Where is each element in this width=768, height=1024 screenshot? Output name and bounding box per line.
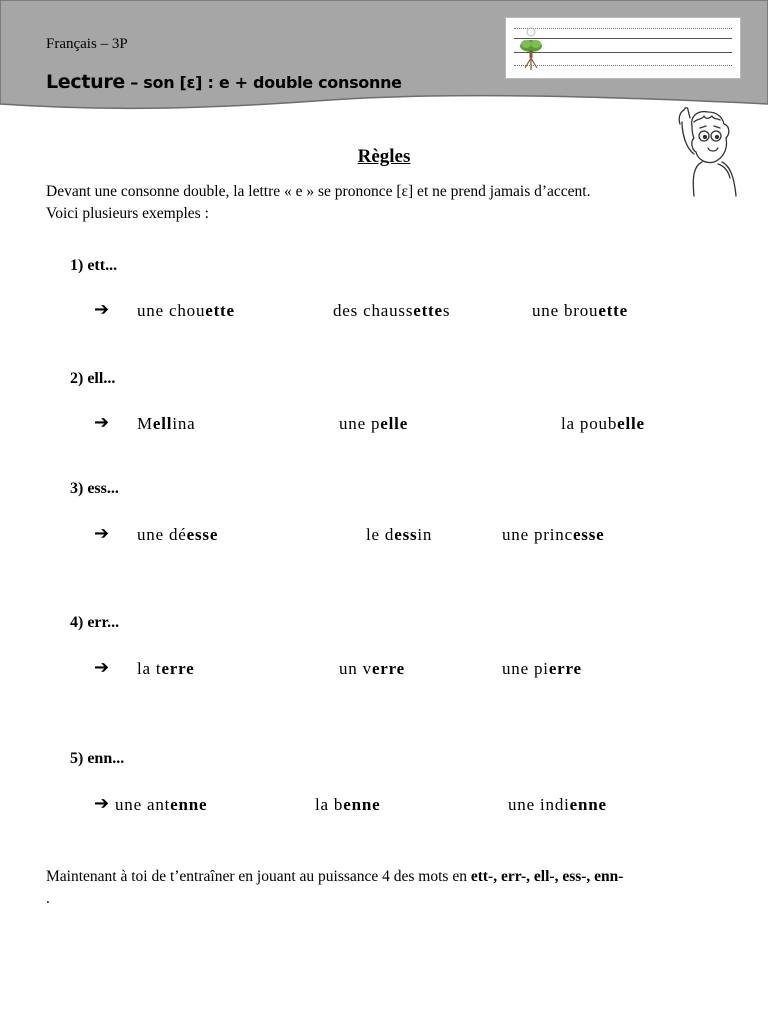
example-word: une antenne <box>115 795 208 814</box>
example-word: une princesse <box>502 525 605 544</box>
dotted-line <box>514 65 732 66</box>
section-label-err: 4) err... <box>70 614 120 631</box>
lesson-label: Lecture <box>46 71 126 93</box>
lesson-subtitle: – son [ɛ] : e + double consonne <box>125 73 402 92</box>
example-word: la poubelle <box>561 414 645 433</box>
example-word: une indienne <box>508 795 607 814</box>
example-word: une déesse <box>137 525 219 544</box>
footer-instruction <box>46 866 726 910</box>
footer-suffix-list: ett-, err-, ell-, ess-, enn- <box>470 868 624 885</box>
example-word: la terre <box>137 659 195 678</box>
example-word: le dessin <box>366 525 433 544</box>
lesson-title <box>46 71 402 93</box>
example-word: une chouette <box>137 301 235 320</box>
example-word: des chaussettes <box>333 301 451 320</box>
section-label-enn: 5) enn... <box>70 750 125 767</box>
right-arrow-icon: ➔ <box>94 793 110 814</box>
example-word: Mellina <box>137 414 196 433</box>
writing-line <box>514 38 732 39</box>
intro-line-2: Voici plusieurs exemples : <box>46 205 209 222</box>
section-label-ess: 3) ess... <box>70 480 119 497</box>
example-word: une pierre <box>502 659 582 678</box>
right-arrow-icon: ➔ <box>94 657 110 678</box>
section-label-ell: 2) ell... <box>70 370 116 387</box>
example-word: une brouette <box>532 301 628 320</box>
footer-end: . <box>46 890 50 907</box>
example-word: un verre <box>339 659 406 678</box>
right-arrow-icon: ➔ <box>94 523 110 544</box>
right-arrow-icon: ➔ <box>94 412 110 433</box>
dotted-line <box>514 28 732 29</box>
logo-box <box>505 17 741 79</box>
subject-label: Français – 3P <box>46 36 128 52</box>
tree-logo-icon <box>516 26 546 72</box>
example-word: la benne <box>315 795 381 814</box>
right-arrow-icon: ➔ <box>94 299 110 320</box>
intro-text <box>46 181 696 225</box>
footer-text: Maintenant à toi de t’entraîner en jouant au puissance 4 des mots en <box>46 868 471 885</box>
page-title: Règles <box>357 146 411 167</box>
example-word: une pelle <box>339 414 409 433</box>
section-label-ett: 1) ett... <box>70 257 118 274</box>
writing-line <box>514 52 732 53</box>
intro-line-1: Devant une consonne double, la lettre « e » se prononce [ɛ] et ne prend jamais d’accent. <box>46 183 591 200</box>
